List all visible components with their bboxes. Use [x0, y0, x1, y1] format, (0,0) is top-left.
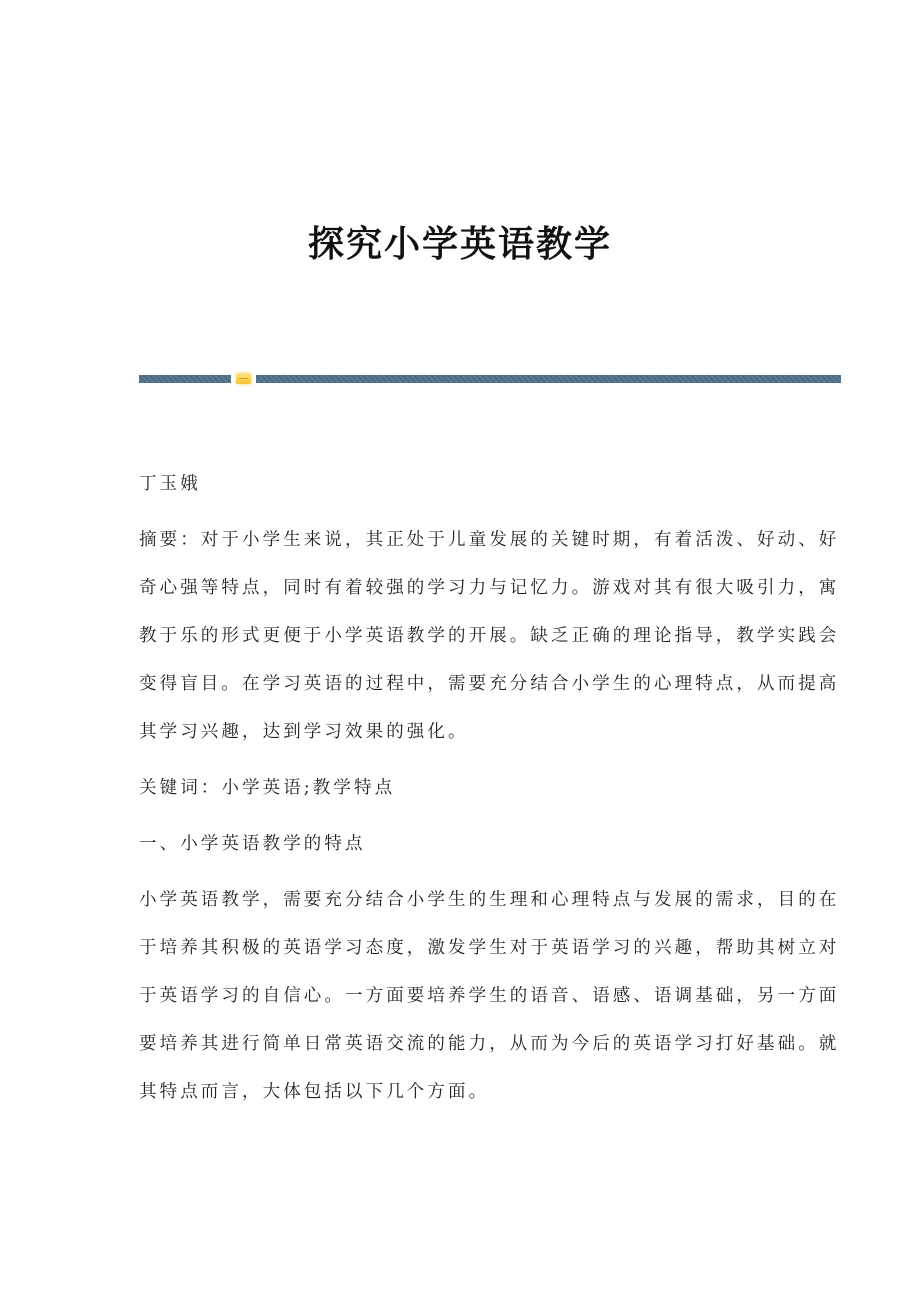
paragraph-line: 于培养其积极的英语学习态度，激发学生对于英语学习的兴趣，帮助其树立对 — [139, 938, 840, 958]
paragraph-line: 小学英语教学，需要充分结合小学生的生理和心理特点与发展的需求，目的在 — [139, 890, 840, 910]
author-name — [139, 460, 779, 508]
keywords-line: 关键词：小学英语;教学特点 — [139, 778, 396, 798]
section-heading — [139, 820, 779, 868]
paragraph-line: 要培养其进行简单日常英语交流的能力，从而为今后的英语学习打好基础。就 — [139, 1034, 840, 1054]
paragraph-line: 于英语学习的自信心。一方面要培养学生的语音、语感、语调基础，另一方面 — [139, 986, 840, 1006]
document-title: 探究小学英语教学 — [307, 223, 612, 265]
abstract — [139, 516, 840, 756]
keywords — [139, 764, 779, 812]
divider-bar-right — [256, 375, 841, 383]
paragraph-line: 其特点而言，大体包括以下几个方面。 — [139, 1082, 490, 1102]
body-paragraph — [139, 876, 840, 1116]
divider-badge-icon — [236, 373, 251, 384]
abstract-line: 摘要：对于小学生来说，其正处于儿童发展的关键时期，有着活泼、好动、好 — [139, 530, 840, 550]
section-heading-text: 一、小学英语教学的特点 — [139, 834, 366, 854]
abstract-line: 变得盲目。在学习英语的过程中，需要充分结合小学生的心理特点，从而提高 — [139, 674, 840, 694]
abstract-line: 其学习兴趣，达到学习效果的强化。 — [139, 722, 469, 742]
divider-bar-left — [139, 375, 231, 383]
title-divider — [139, 375, 841, 383]
abstract-line: 奇心强等特点，同时有着较强的学习力与记忆力。游戏对其有很大吸引力，寓 — [139, 578, 840, 598]
author-line: 丁玉娥 — [139, 474, 201, 494]
abstract-line: 教于乐的形式更便于小学英语教学的开展。缺乏正确的理论指导，教学实践会 — [139, 626, 840, 646]
